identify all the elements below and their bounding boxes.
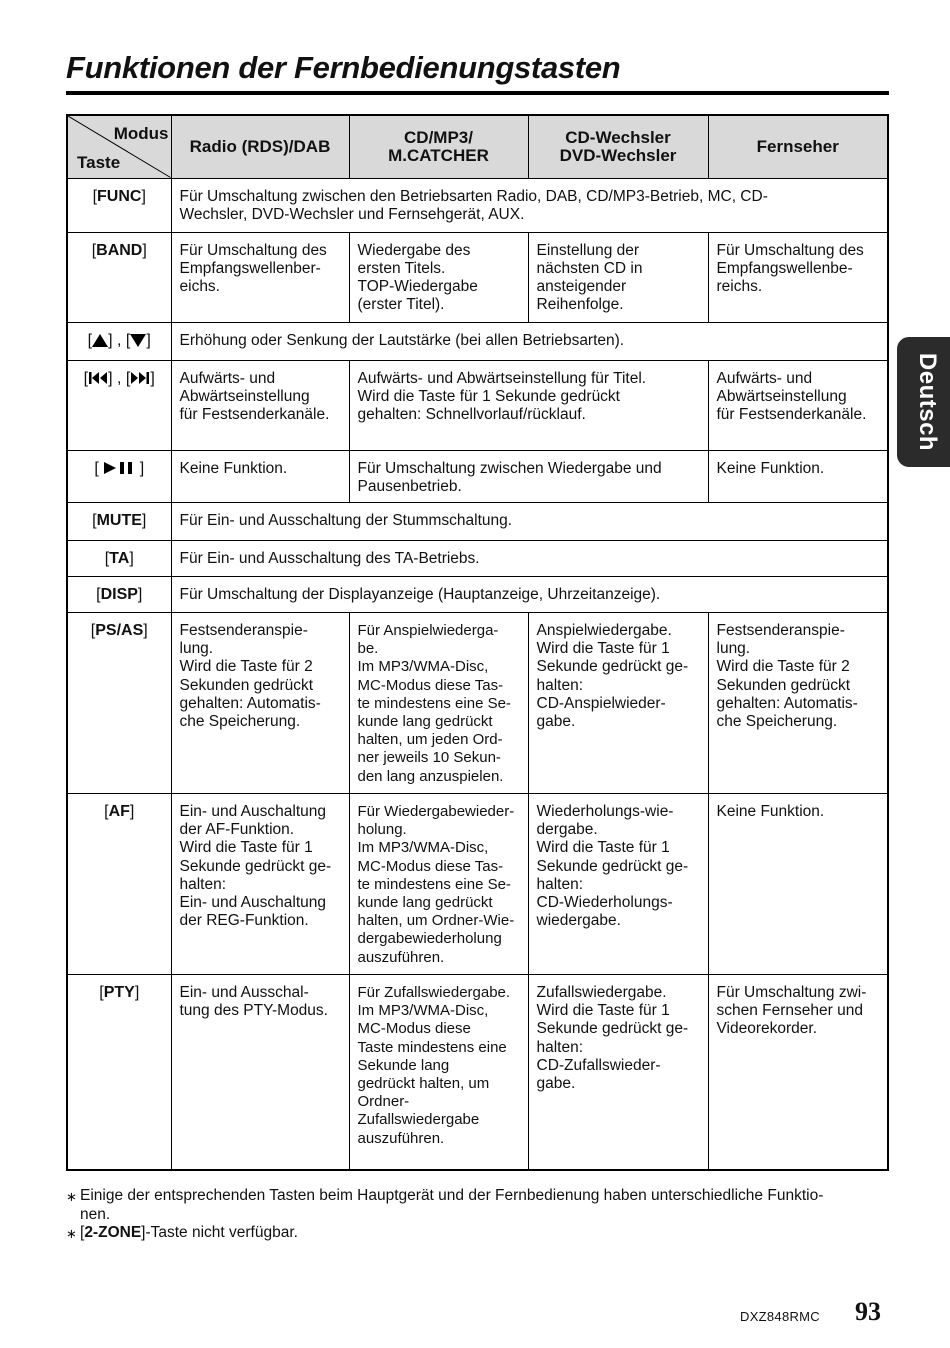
key-band-label: BAND: [96, 241, 143, 259]
title-rule: [66, 91, 889, 95]
cell-band-radio: Für Umschaltung des Empfangswellenber- eichs.: [171, 232, 349, 322]
skip-back-icon: [88, 371, 108, 385]
table-row-mute: [67, 502, 888, 540]
header-row: [67, 115, 888, 178]
cell-psas-changer: Anspielwiedergabe. Wird die Taste für 1 Sekunde gedrückt ge- halten: CD-Anspielwieder- gabe.: [528, 612, 708, 793]
col-header-cd: CD/MP3/ M.CATCHER: [349, 115, 528, 178]
table-row-psas: [67, 612, 888, 793]
volume-down-icon: [130, 334, 146, 347]
asterisk-icon: ∗: [66, 1226, 77, 1241]
footnote-2: [66, 1224, 896, 1243]
table-row-func: [67, 178, 888, 232]
page-title: Funktionen der Fernbedienungstasten: [66, 50, 621, 85]
cell-skip-radio: Aufwärts- und Abwärtseinstellung für Festsenderkanäle.: [171, 360, 349, 450]
key-af-label: AF: [108, 802, 130, 820]
col-header-changer: CD-Wechsler DVD-Wechsler: [528, 115, 708, 178]
cell-af-tv: Keine Funktion.: [708, 793, 888, 974]
footnote-1: [66, 1187, 896, 1224]
table-row-ta: [67, 540, 888, 576]
key-band: [BAND]: [67, 232, 171, 322]
cell-af-radio: Ein- und Auschaltung der AF-Funktion. Wird die Taste für 1 Sekunde gedrückt ge- halten: Ein- und Auschaltung der REG-Funktion.: [171, 793, 349, 974]
cell-disp-all: Für Umschaltung der Displayanzeige (Hauptanzeige, Uhrzeitanzeige).: [171, 576, 888, 612]
cell-psas-radio: Festsenderanspie- lung. Wird die Taste für 2 Sekunden gedrückt gehalten: Automatis- che Speicherung.: [171, 612, 349, 793]
cell-af-changer: Wiederholungs-wie- dergabe. Wird die Taste für 1 Sekunde gedrückt ge- halten: CD-Wiederholungs- wiedergabe.: [528, 793, 708, 974]
table-row-play: [67, 450, 888, 502]
key-pty-label: PTY: [103, 983, 135, 1001]
table-row-disp: [67, 576, 888, 612]
footnotes: [66, 1187, 896, 1243]
key-pty: [PTY]: [67, 974, 171, 1170]
table-row-af: [67, 793, 888, 974]
cell-pty-changer: Zufallswiedergabe. Wird die Taste für 1 Sekunde gedrückt ge- halten: CD-Zufallswieder- gabe.: [528, 974, 708, 1170]
cell-af-cd: Für Wiedergabewieder- holung. Im MP3/WMA-Disc, MC-Modus diese Tas- te mindestens eine Se- kunde lang gedrückt halten, um Ordner-Wie- dergabewiederholung auszuführen.: [349, 793, 528, 974]
cell-band-tv: Für Umschaltung des Empfangswellenbe- reichs.: [708, 232, 888, 322]
cell-psas-cd: Für Anspielwiederga- be. Im MP3/WMA-Disc, MC-Modus diese Tas- te mindestens eine Se- kunde lang gedrückt halten, um jeden Ord- ner jeweils 10 Sekun- den lang anzuspielen.: [349, 612, 528, 793]
cell-play-cd-changer: Für Umschaltung zwischen Wiedergabe und Pausenbetrieb.: [349, 450, 708, 502]
cell-func-all: Für Umschaltung zwischen den Betriebsarten Radio, DAB, CD/MP3-Betrieb, MC, CD- Wechsler, DVD-Wechsler und Fernsehgerät, AUX.: [171, 178, 888, 232]
corner-modus-label: Modus: [113, 124, 169, 143]
key-mute-label: MUTE: [96, 511, 142, 529]
asterisk-icon: ∗: [66, 1189, 77, 1204]
key-func-label: FUNC: [97, 187, 142, 205]
footnote-2-text: [2-ZONE]-Taste nicht verfügbar.: [80, 1224, 298, 1241]
table-row-band: [67, 232, 888, 322]
col-header-tv: Fernseher: [708, 115, 888, 178]
language-tab-label: Deutsch: [914, 352, 941, 452]
table-row-skip: [67, 360, 888, 450]
skip-forward-icon: [130, 371, 150, 385]
function-table: [66, 114, 889, 1171]
footnote-2-key: 2-ZONE: [84, 1224, 142, 1241]
key-psas-label: PS/AS: [95, 621, 144, 639]
cell-mute-all: Für Ein- und Ausschaltung der Stummschaltung.: [171, 502, 888, 540]
key-ta: [TA]: [67, 540, 171, 576]
cell-psas-tv: Festsenderanspie- lung. Wird die Taste für 2 Sekunden gedrückt gehalten: Automatis- che Speicherung.: [708, 612, 888, 793]
key-disp: [DISP]: [67, 576, 171, 612]
table-row-pty: [67, 974, 888, 1170]
cell-play-tv: Keine Funktion.: [708, 450, 888, 502]
key-volume: [ ] , [ ]: [67, 322, 171, 360]
volume-up-icon: [92, 334, 108, 347]
corner-header: [67, 115, 171, 178]
key-mute: [MUTE]: [67, 502, 171, 540]
cell-volume-all: Erhöhung oder Senkung der Lautstärke (bei allen Betriebsarten).: [171, 322, 888, 360]
cell-pty-tv: Für Umschaltung zwi- schen Fernseher und Videorekorder.: [708, 974, 888, 1170]
model-number: DXZ848RMC: [740, 1309, 820, 1324]
table-row-volume: [67, 322, 888, 360]
key-af: [AF]: [67, 793, 171, 974]
cell-ta-all: Für Ein- und Ausschaltung des TA-Betriebs.: [171, 540, 888, 576]
key-skip: [ ] , [ ]: [67, 360, 171, 450]
page-number: 93: [855, 1297, 881, 1326]
corner-taste-label: Taste: [77, 152, 121, 172]
language-tab: [897, 337, 950, 467]
cell-skip-cd-changer: Aufwärts- und Abwärtseinstellung für Titel. Wird die Taste für 1 Sekunde gedrückt gehalten: Schnellvorlauf/rücklauf.: [349, 360, 708, 450]
key-play: [ ]: [67, 450, 171, 502]
play-pause-icon: [103, 461, 135, 475]
cell-play-radio: Keine Funktion.: [171, 450, 349, 502]
cell-pty-radio: Ein- und Ausschal- tung des PTY-Modus.: [171, 974, 349, 1170]
key-func: [FUNC]: [67, 178, 171, 232]
footnote-1-text: Einige der entsprechenden Tasten beim Hauptgerät und der Fernbedienung haben unterschiedliche Funktio- nen.: [80, 1187, 824, 1223]
cell-skip-tv: Aufwärts- und Abwärtseinstellung für Festsenderkanäle.: [708, 360, 888, 450]
cell-band-changer: Einstellung der nächsten CD in ansteigender Reihenfolge.: [528, 232, 708, 322]
col-header-radio: Radio (RDS)/DAB: [171, 115, 349, 178]
cell-band-cd: Wiedergabe des ersten Titels. TOP-Wiedergabe (erster Titel).: [349, 232, 528, 322]
key-disp-label: DISP: [100, 585, 138, 603]
key-ta-label: TA: [109, 549, 130, 567]
cell-pty-cd: Für Zufallswiedergabe. Im MP3/WMA-Disc, MC-Modus diese Taste mindestens eine Sekunde lang gedrückt halten, um Ordner- Zufallswiedergabe auszuführen.: [349, 974, 528, 1170]
key-psas: [PS/AS]: [67, 612, 171, 793]
footnote-2-suffix: ]-Taste nicht verfügbar.: [141, 1224, 298, 1241]
